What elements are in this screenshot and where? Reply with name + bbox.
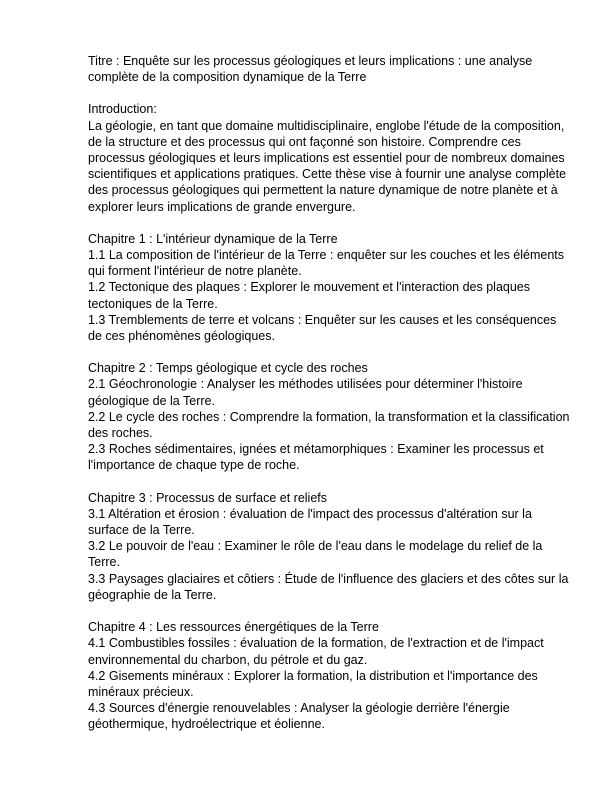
chapter-2-item-3: 2.3 Roches sédimentaires, ignées et métamorphiques : Examiner les processus et l'importance de chaque type de roche. [88,442,544,473]
spacer [88,85,570,101]
chapter-3-item-3: 3.3 Paysages glaciaires et côtiers : Étude de l'influence des glaciers et des côtes sur la géographie de la Terre. [88,571,569,602]
chapter-1-item-1: 1.1 La composition de l'intérieur de la Terre : enquêter sur les couches et les éléments qui forment l'intérieur de notre planète. [88,248,565,279]
spacer [88,474,570,490]
spacer [88,215,570,231]
chapter-1-item-2: 1.2 Tectonique des plaques : Explorer le mouvement et l'interaction des plaques tectoniques de la Terre. [88,280,531,311]
chapter-2-item-2: 2.2 Le cycle des roches : Comprendre la formation, la transformation et la classification des roches. [88,409,570,441]
document-title: Titre : Enquête sur les processus géologiques et leurs implications : une analyse complète de la composition dynamique de la Terre [88,54,533,85]
introduction-body: La géologie, en tant que domaine multidisciplinaire, englobe l'étude de la composition, de la structure et des processus qui ont façonné son histoire. Comprendre ces processus géologiques et leurs implications est essentiel pour de nombreux domaines scientifiques et applications pratiques. Cette thèse vise à fournir une analyse complète des processus géologiques qui permettent la nature dynamique de notre planète et à explorer leurs implications de grande envergure. [88,118,567,214]
chapter-4-item-2: 4.2 Gisements minéraux : Explorer la formation, la distribution et l'importance des minéraux précieux. [88,668,538,699]
chapter-4-heading: Chapitre 4 : Les ressources énergétiques de la Terre [88,620,379,635]
chapter-3-item-1: 3.1 Altération et érosion : évaluation de l'impact des processus d'altération sur la surface de la Terre. [88,506,532,538]
document-body [88,53,570,733]
chapter-1-heading: Chapitre 1 : L'intérieur dynamique de la Terre [88,231,338,246]
chapter-1-item-3: 1.3 Tremblements de terre et volcans : Enquêter sur les causes et les conséquences de ces phénomènes géologiques. [88,312,557,344]
chapter-3-heading: Chapitre 3 : Processus de surface et reliefs [88,490,328,505]
spacer [88,603,570,619]
spacer [88,344,570,360]
chapter-4-item-1: 4.1 Combustibles fossiles : évaluation de la formation, de l'extraction et de l'impact environnemental du charbon, du pétrole et du gaz. [88,636,544,667]
chapter-4-item-3: 4.3 Sources d'énergie renouvelables : Analyser la géologie derrière l'énergie géothermique, hydroélectrique et éolienne. [88,701,510,732]
chapter-3-item-2: 3.2 Le pouvoir de l'eau : Examiner le rôle de l'eau dans le modelage du relief de la Terre. [88,539,543,570]
introduction-heading: Introduction: [88,102,157,117]
chapter-2-item-1: 2.1 Géochronologie : Analyser les méthodes utilisées pour déterminer l'histoire géologique de la Terre. [88,377,523,408]
chapter-2-heading: Chapitre 2 : Temps géologique et cycle des roches [88,361,368,376]
